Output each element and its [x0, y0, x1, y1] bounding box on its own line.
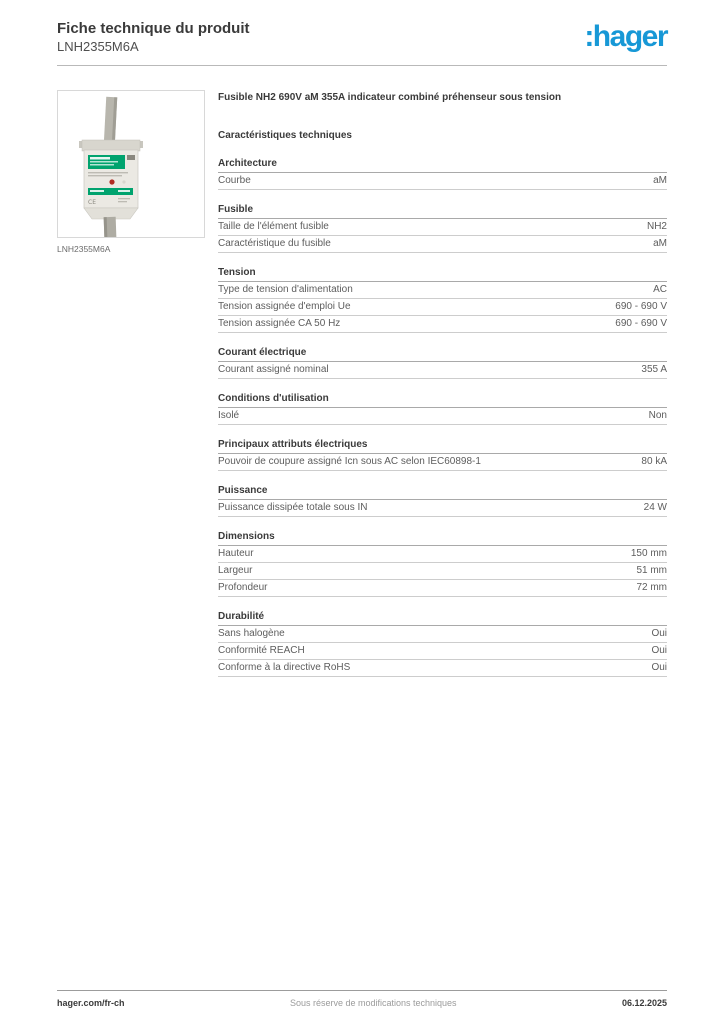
spec-value: 690 - 690 V	[615, 300, 667, 312]
characteristics-heading: Caractéristiques techniques	[218, 129, 352, 141]
hager-logo: :hager	[584, 20, 667, 53]
spec-value: 80 kA	[641, 455, 667, 467]
section-puissance	[218, 485, 667, 517]
spec-label: Tension assignée CA 50 Hz	[218, 317, 341, 329]
section-durabilite	[218, 611, 667, 677]
spec-value: 150 mm	[630, 547, 667, 559]
spec-label: Pouvoir de coupure assigné Icn sous AC selon IEC60898-1	[218, 455, 481, 467]
section-title: Conditions d'utilisation	[218, 393, 667, 408]
spec-row	[218, 316, 667, 333]
footer-date: 06.12.2025	[621, 998, 667, 1008]
section-title: Courant électrique	[218, 347, 667, 362]
spec-label: Conformité REACH	[218, 644, 305, 656]
svg-text:CE: CE	[88, 198, 96, 206]
section-conditions-utilisation	[218, 393, 667, 425]
spec-value: 24 W	[643, 501, 667, 513]
specs-column	[218, 90, 667, 691]
section-fusible	[218, 204, 667, 253]
section-title: Durabilité	[218, 611, 667, 626]
spec-label: Conforme à la directive RoHS	[218, 661, 351, 673]
spec-row	[218, 580, 667, 597]
spec-label: Courant assigné nominal	[218, 363, 329, 375]
section-title: Dimensions	[218, 531, 667, 546]
product-description: Fusible NH2 690V aM 355A indicateur combiné préhenseur sous tension	[218, 91, 562, 103]
spec-label: Hauteur	[218, 547, 254, 559]
spec-value: 355 A	[641, 363, 667, 375]
spec-value: 51 mm	[636, 564, 667, 576]
spec-row	[218, 299, 667, 316]
spec-row	[218, 643, 667, 660]
spec-row	[218, 500, 667, 517]
spec-value: 72 mm	[636, 581, 667, 593]
spec-row	[218, 563, 667, 580]
spec-row	[218, 282, 667, 299]
spec-value: aM	[653, 174, 667, 186]
spec-label: Caractéristique du fusible	[218, 237, 331, 249]
spec-label: Type de tension d'alimentation	[218, 283, 353, 295]
page-header	[57, 20, 667, 56]
spec-row	[218, 408, 667, 425]
spec-label: Courbe	[218, 174, 251, 186]
spec-value: Non	[648, 409, 667, 421]
spec-row	[218, 454, 667, 471]
spec-value: Oui	[651, 661, 667, 673]
spec-row	[218, 660, 667, 677]
page-title: Fiche technique du produit	[57, 20, 250, 37]
image-caption: LNH2355M6A	[57, 243, 111, 254]
spec-sections	[218, 158, 667, 677]
spec-row	[218, 219, 667, 236]
product-image-frame	[57, 90, 205, 238]
section-courant-electrique	[218, 347, 667, 379]
spec-value: 690 - 690 V	[615, 317, 667, 329]
section-title: Principaux attributs électriques	[218, 439, 667, 454]
spec-label: Isolé	[218, 409, 240, 421]
spec-label: Sans halogène	[218, 627, 285, 639]
spec-row	[218, 626, 667, 643]
spec-value: Oui	[651, 644, 667, 656]
spec-value: NH2	[646, 220, 667, 232]
fuse-product-image	[58, 91, 205, 238]
header-divider	[57, 65, 667, 66]
product-reference: LNH2355M6A	[57, 38, 139, 54]
section-dimensions	[218, 531, 667, 597]
spec-row	[218, 546, 667, 563]
spec-label: Largeur	[218, 564, 253, 576]
spec-row	[218, 236, 667, 253]
footer-disclaimer: Sous réserve de modifications techniques	[289, 998, 457, 1008]
spec-label: Puissance dissipée totale sous IN	[218, 501, 368, 513]
spec-label: Profondeur	[218, 581, 268, 593]
spec-label: Taille de l'élément fusible	[218, 220, 329, 232]
main-content	[57, 90, 667, 691]
product-image-column	[57, 90, 205, 691]
page-footer	[57, 990, 667, 1008]
spec-row	[218, 173, 667, 190]
spec-row	[218, 362, 667, 379]
footer-website: hager.com/fr-ch	[57, 998, 125, 1008]
spec-value: aM	[653, 237, 667, 249]
header-titles	[57, 20, 250, 56]
section-architecture	[218, 158, 667, 190]
section-title: Fusible	[218, 204, 667, 219]
footer-divider	[57, 990, 667, 991]
spec-label: Tension assignée d'emploi Ue	[218, 300, 351, 312]
section-attributs-electriques	[218, 439, 667, 471]
section-title: Puissance	[218, 485, 667, 500]
spec-value: Oui	[651, 627, 667, 639]
section-tension	[218, 267, 667, 333]
section-title: Tension	[218, 267, 667, 282]
spec-value: AC	[653, 283, 667, 295]
section-title: Architecture	[218, 158, 667, 173]
